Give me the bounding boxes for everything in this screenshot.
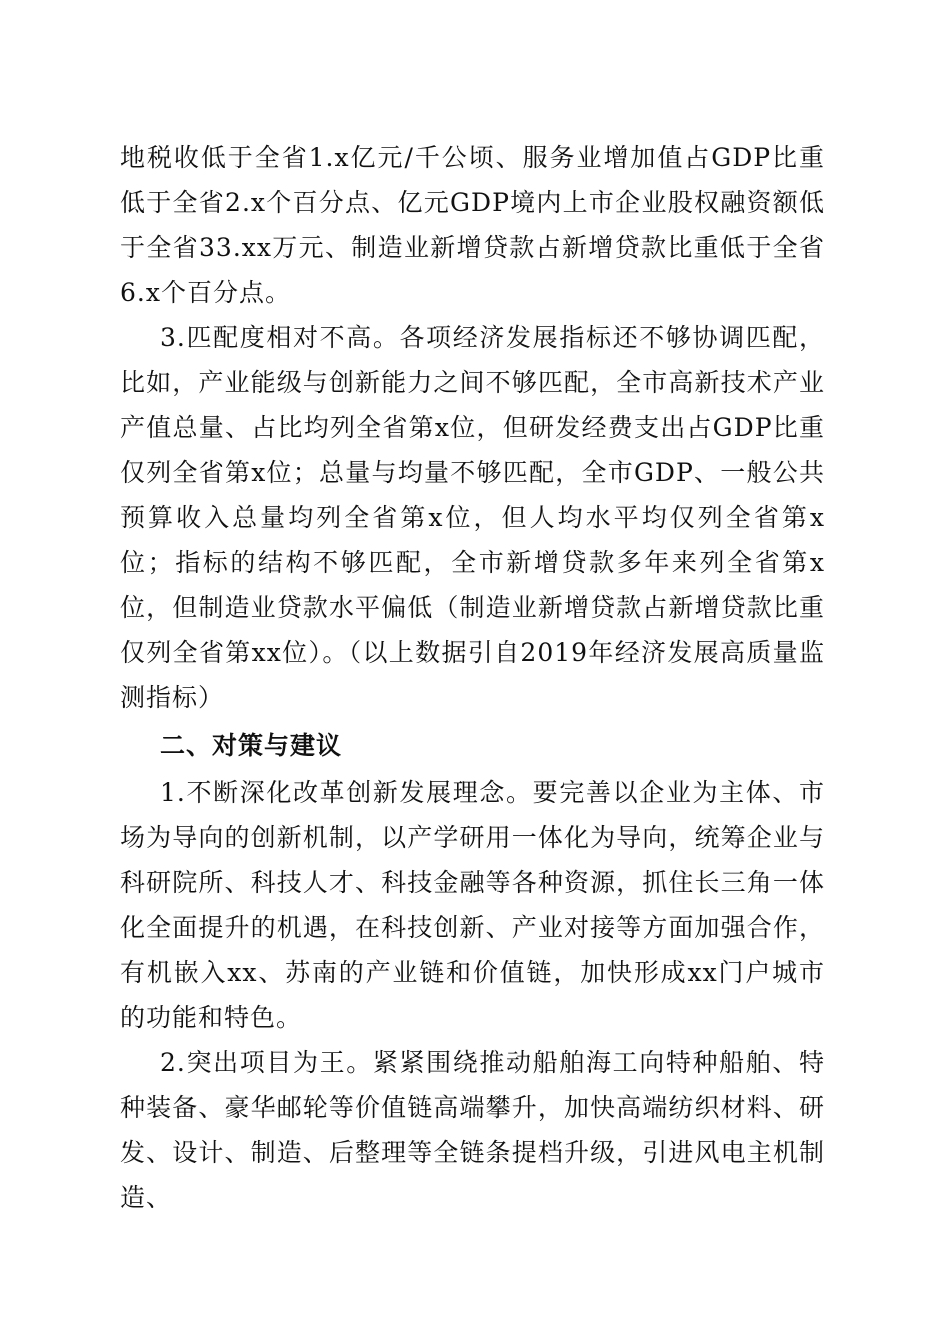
document-page <box>120 135 825 1220</box>
paragraph-recommendation-2: 2.突出项目为王。紧紧围绕推动船舶海工向特种船舶、特种装备、豪华邮轮等价值链高端攀升，加快高端纺织材料、研发、设计、制造、后整理等全链条提档升级，引进风电主机制造、 <box>120 1048 825 1212</box>
section-heading-countermeasures: 二、对策与建议 <box>160 731 343 760</box>
paragraph-continuation: 地税收低于全省1.x亿元/千公顷、服务业增加值占GDP比重低于全省2.x个百分点、亿元GDP境内上市企业股权融资额低于全省33.xx万元、制造业新增贷款占新增贷款比重低于全省6.x个百分点。 <box>120 143 825 307</box>
paragraph-matching-degree: 3.匹配度相对不高。各项经济发展指标还不够协调匹配，比如，产业能级与创新能力之间不够匹配，全市高新技术产业产值总量、占比均列全省第x位，但研发经费支出占GDP比重仅列全省第x位；总量与均量不够匹配，全市GDP、一般公共预算收入总量均列全省第x位，但人均水平均仅列全省第x位；指标的结构不够匹配，全市新增贷款多年来列全省第x位，但制造业贷款水平偏低（制造业新增贷款占新增贷款比重仅列全省第xx位）。（以上数据引自2019年经济发展高质量监测指标） <box>120 323 825 712</box>
paragraph-recommendation-1: 1.不断深化改革创新发展理念。要完善以企业为主体、市场为导向的创新机制，以产学研用一体化为导向，统筹企业与科研院所、科技人才、科技金融等各种资源，抓住长三角一体化全面提升的机遇，在科技创新、产业对接等方面加强合作，有机嵌入xx、苏南的产业链和价值链，加快形成xx门户城市的功能和特色。 <box>120 778 825 1032</box>
